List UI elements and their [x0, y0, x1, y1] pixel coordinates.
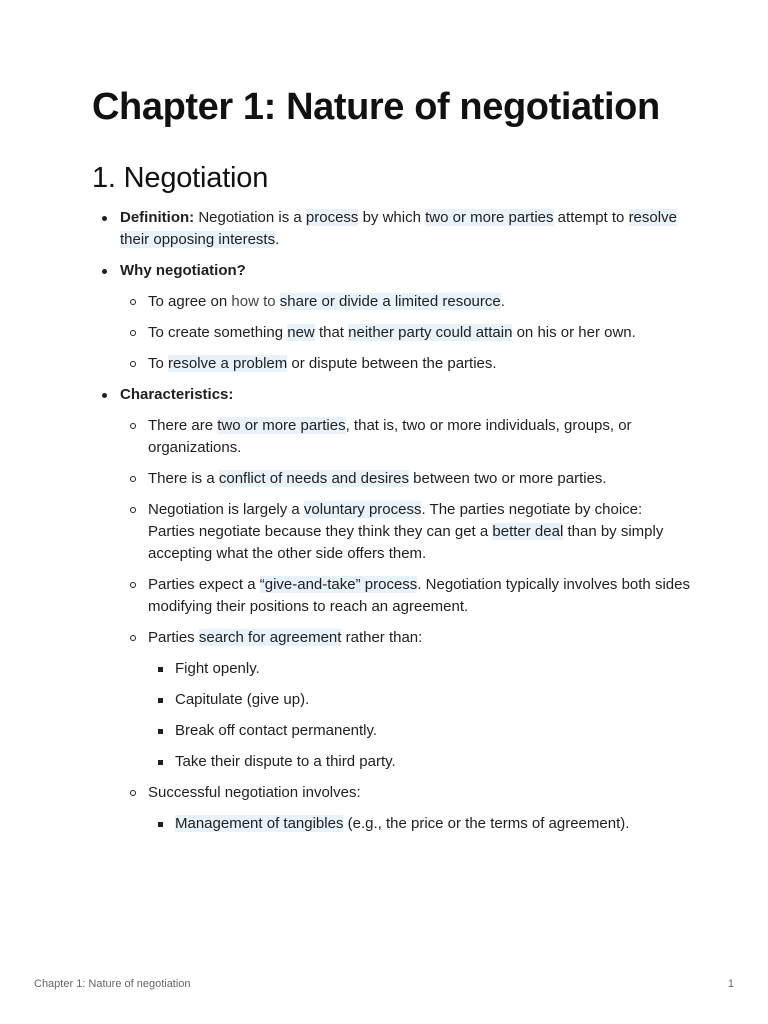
- page-footer: [34, 978, 734, 990]
- why-b-highlight-1: new: [287, 324, 315, 341]
- definition-label: Definition:: [120, 209, 195, 226]
- definition-highlight-1: process: [305, 209, 359, 226]
- char-b-text-1: There is a: [148, 470, 219, 487]
- definition-highlight-2: two or more parties: [425, 209, 554, 226]
- char-item-give-and-take: [120, 574, 692, 618]
- char-c-highlight-1: voluntary process: [303, 501, 422, 518]
- list-item: [148, 813, 692, 835]
- why-a-text-3: .: [500, 293, 505, 310]
- char-e-text-1: Parties: [148, 629, 199, 646]
- why-a-highlight: share or divide a limited resource: [279, 293, 501, 310]
- why-negotiation-label: Why negotiation?: [120, 262, 246, 279]
- char-item-successful: [120, 782, 692, 835]
- why-c-text-2: or dispute between the parties.: [287, 355, 497, 372]
- char-c-text-1: Negotiation is largely a: [148, 501, 304, 518]
- section-title: 1. Negotiation: [92, 162, 269, 194]
- why-b-text-1: To create something: [148, 324, 288, 341]
- why-item-share: [120, 291, 692, 313]
- char-e-text-2: rather than:: [341, 629, 423, 646]
- char-e-highlight: search for agreement: [198, 629, 342, 646]
- definition-item: [92, 207, 692, 251]
- footer-title: Chapter 1: Nature of negotiation: [34, 978, 191, 990]
- definition-text-4: .: [275, 231, 280, 248]
- why-negotiation-item: [92, 260, 692, 375]
- char-a-highlight: two or more parties: [217, 417, 346, 434]
- why-b-text-3: on his or her own.: [512, 324, 636, 341]
- why-c-highlight: resolve a problem: [168, 355, 288, 372]
- list-item: Fight openly.: [148, 658, 692, 680]
- char-d-text-1: Parties expect a: [148, 576, 260, 593]
- char-c-text-2: . The parties negotiate by choice: Parties negotiate because they think they can get a: [148, 501, 643, 540]
- list-item: Take their dispute to a third party.: [148, 751, 692, 773]
- main-bullet-list: [92, 207, 692, 835]
- tangibles-highlight: Management of tangibles: [175, 815, 344, 832]
- tangibles-text: (e.g., the price or the terms of agreement).: [343, 815, 630, 832]
- page-number: 1: [727, 978, 734, 990]
- why-item-resolve: [120, 353, 692, 375]
- char-a-text-2: , that is, two or more individuals, groups, or organizations.: [148, 417, 632, 456]
- characteristics-sublist: [120, 415, 692, 835]
- char-c-text-3: than by simply accepting what the other side offers them.: [148, 523, 664, 562]
- why-item-create: [120, 322, 692, 344]
- char-c-highlight-2: better deal: [492, 523, 564, 540]
- char-d-text-2: . Negotiation typically involves both sides modifying their positions to reach an agreement.: [148, 576, 690, 615]
- definition-text-3: attempt to: [553, 209, 629, 226]
- characteristics-item: [92, 384, 692, 835]
- chapter-title: Chapter 1: Nature of negotiation: [92, 86, 660, 128]
- why-b-text-2: that: [314, 324, 349, 341]
- definition-text-2: by which: [358, 209, 426, 226]
- char-item-parties: [120, 415, 692, 459]
- why-sublist: [120, 291, 692, 375]
- char-f-text: Successful negotiation involves:: [148, 784, 361, 801]
- char-item-conflict: [120, 468, 692, 490]
- rather-than-sublist: [148, 658, 692, 773]
- list-item: Break off contact permanently.: [148, 720, 692, 742]
- definition-highlight-3: resolve their opposing interests: [120, 209, 677, 248]
- why-a-soft: how to: [231, 293, 276, 310]
- document-page: [92, 84, 692, 835]
- char-a-text-1: There are: [148, 417, 218, 434]
- char-item-voluntary: [120, 499, 692, 565]
- list-item: Capitulate (give up).: [148, 689, 692, 711]
- why-a-text-1: To agree on: [148, 293, 232, 310]
- char-item-search-agreement: [120, 627, 692, 773]
- characteristics-label: Characteristics:: [120, 386, 234, 403]
- char-b-text-2: between two or more parties.: [409, 470, 607, 487]
- char-b-highlight: conflict of needs and desires: [218, 470, 409, 487]
- definition-text-1: Negotiation is a: [194, 209, 306, 226]
- successful-sublist: [148, 813, 692, 835]
- char-d-highlight: “give-and-take” process: [259, 576, 418, 593]
- why-c-text-1: To: [148, 355, 169, 372]
- why-b-highlight-2: neither party could attain: [348, 324, 513, 341]
